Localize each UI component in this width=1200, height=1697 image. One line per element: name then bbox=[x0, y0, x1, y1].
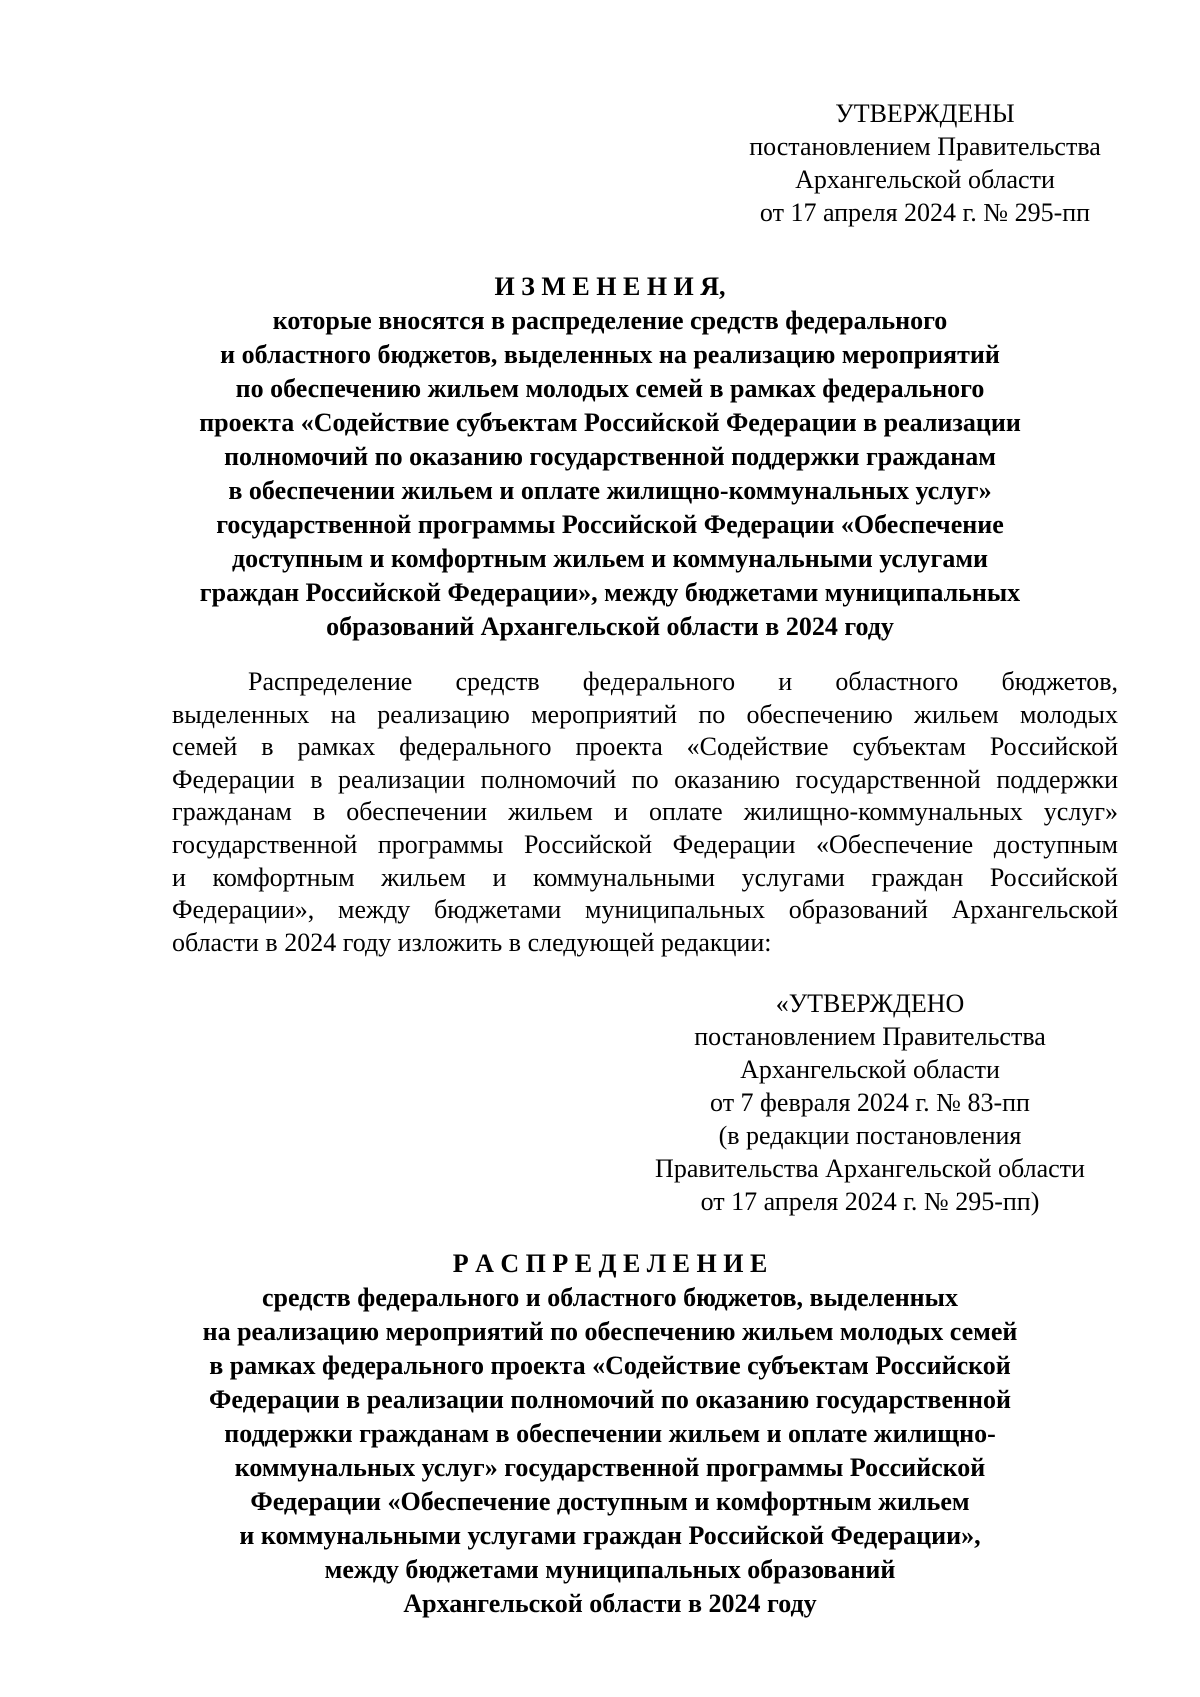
distribution-heading-line: в рамках федерального проекта «Содействие субъектам Российской bbox=[209, 1351, 1011, 1380]
distribution-heading-line: Архангельской области в 2024 году bbox=[403, 1589, 817, 1618]
distribution-heading bbox=[120, 1247, 1100, 1621]
distribution-heading-line: поддержки гражданам в обеспечении жильем и оплате жилищно- bbox=[224, 1419, 996, 1448]
inner-stamp-line: Правительства Архангельской области bbox=[655, 1154, 1085, 1183]
changes-heading-title: И З М Е Н Е Н И Я, bbox=[494, 272, 726, 301]
changes-heading-line: полномочий по оказанию государственной поддержки гражданам bbox=[224, 442, 996, 471]
distribution-heading-line: коммунальных услуг» государственной программы Российской bbox=[234, 1453, 986, 1482]
changes-heading-line: образований Архангельской области в 2024 году bbox=[326, 612, 894, 641]
inner-stamp-line: (в редакции постановления bbox=[718, 1121, 1022, 1150]
main-paragraph bbox=[172, 666, 1118, 959]
changes-heading-line: граждан Российской Федерации», между бюджетами муниципальных bbox=[199, 578, 1021, 607]
paragraph-line: выделенных на реализацию мероприятий по обеспечению жильем молодых bbox=[172, 699, 1118, 729]
inner-approval-stamp bbox=[610, 987, 1130, 1218]
distribution-heading-line: средств федерального и областного бюджетов, выделенных bbox=[262, 1283, 958, 1312]
distribution-heading-line: и коммунальными услугами граждан Российской Федерации», bbox=[239, 1521, 981, 1550]
changes-heading-line: проекта «Содействие субъектам Российской Федерации в реализации bbox=[199, 408, 1021, 437]
changes-heading-line: которые вносятся в распределение средств федерального bbox=[272, 306, 948, 335]
approval-stamp-line: постановлением Правительства bbox=[749, 132, 1101, 161]
inner-stamp-line: постановлением Правительства bbox=[694, 1022, 1046, 1051]
paragraph-line: Федерации», между бюджетами муниципальных образований Архангельской bbox=[172, 895, 1118, 925]
paragraph-line: Распределение средств федерального и областного бюджетов, bbox=[248, 667, 1118, 696]
changes-heading-line: и областного бюджетов, выделенных на реализацию мероприятий bbox=[220, 340, 1000, 369]
paragraph-line: области в 2024 году изложить в следующей редакции: bbox=[172, 927, 772, 957]
paragraph-line: и комфортным жильем и коммунальными услугами граждан Российской bbox=[172, 862, 1118, 892]
approval-stamp-line: от 17 апреля 2024 г. № 295-пп bbox=[759, 198, 1091, 227]
paragraph-line: гражданам в обеспечении жильем и оплате жилищно-коммунальных услуг» bbox=[172, 797, 1118, 827]
inner-stamp-line: от 7 февраля 2024 г. № 83-пп bbox=[710, 1088, 1030, 1117]
approval-stamp bbox=[700, 97, 1150, 229]
changes-heading-line: государственной программы Российской Федерации «Обеспечение bbox=[216, 510, 1004, 539]
approval-stamp-line: УТВЕРЖДЕНЫ bbox=[835, 99, 1015, 128]
distribution-heading-title: Р А С П Р Е Д Е Л Е Н И Е bbox=[452, 1249, 768, 1278]
changes-heading-line: по обеспечению жильем молодых семей в рамках федерального bbox=[235, 374, 985, 403]
paragraph-line: семей в рамках федерального проекта «Содействие субъектам Российской bbox=[172, 732, 1118, 762]
inner-stamp-line: «УТВЕРЖДЕНО bbox=[775, 989, 965, 1018]
changes-heading-line: доступным и комфортным жильем и коммунальными услугами bbox=[231, 544, 989, 573]
changes-heading bbox=[120, 270, 1100, 644]
distribution-heading-line: между бюджетами муниципальных образований bbox=[324, 1555, 896, 1584]
distribution-heading-line: Федерации «Обеспечение доступным и комфортным жильем bbox=[250, 1487, 970, 1516]
inner-stamp-line: от 17 апреля 2024 г. № 295-пп) bbox=[700, 1187, 1040, 1216]
distribution-heading-line: Федерации в реализации полномочий по оказанию государственной bbox=[209, 1385, 1011, 1414]
paragraph-line: государственной программы Российской Федерации «Обеспечение доступным bbox=[172, 829, 1118, 859]
approval-stamp-line: Архангельской области bbox=[795, 165, 1055, 194]
inner-stamp-line: Архангельской области bbox=[740, 1055, 1000, 1084]
distribution-heading-line: на реализацию мероприятий по обеспечению жильем молодых семей bbox=[202, 1317, 1018, 1346]
paragraph-line: Федерации в реализации полномочий по оказанию государственной поддержки bbox=[172, 764, 1118, 794]
changes-heading-line: в обеспечении жильем и оплате жилищно-коммунальных услуг» bbox=[228, 476, 992, 505]
